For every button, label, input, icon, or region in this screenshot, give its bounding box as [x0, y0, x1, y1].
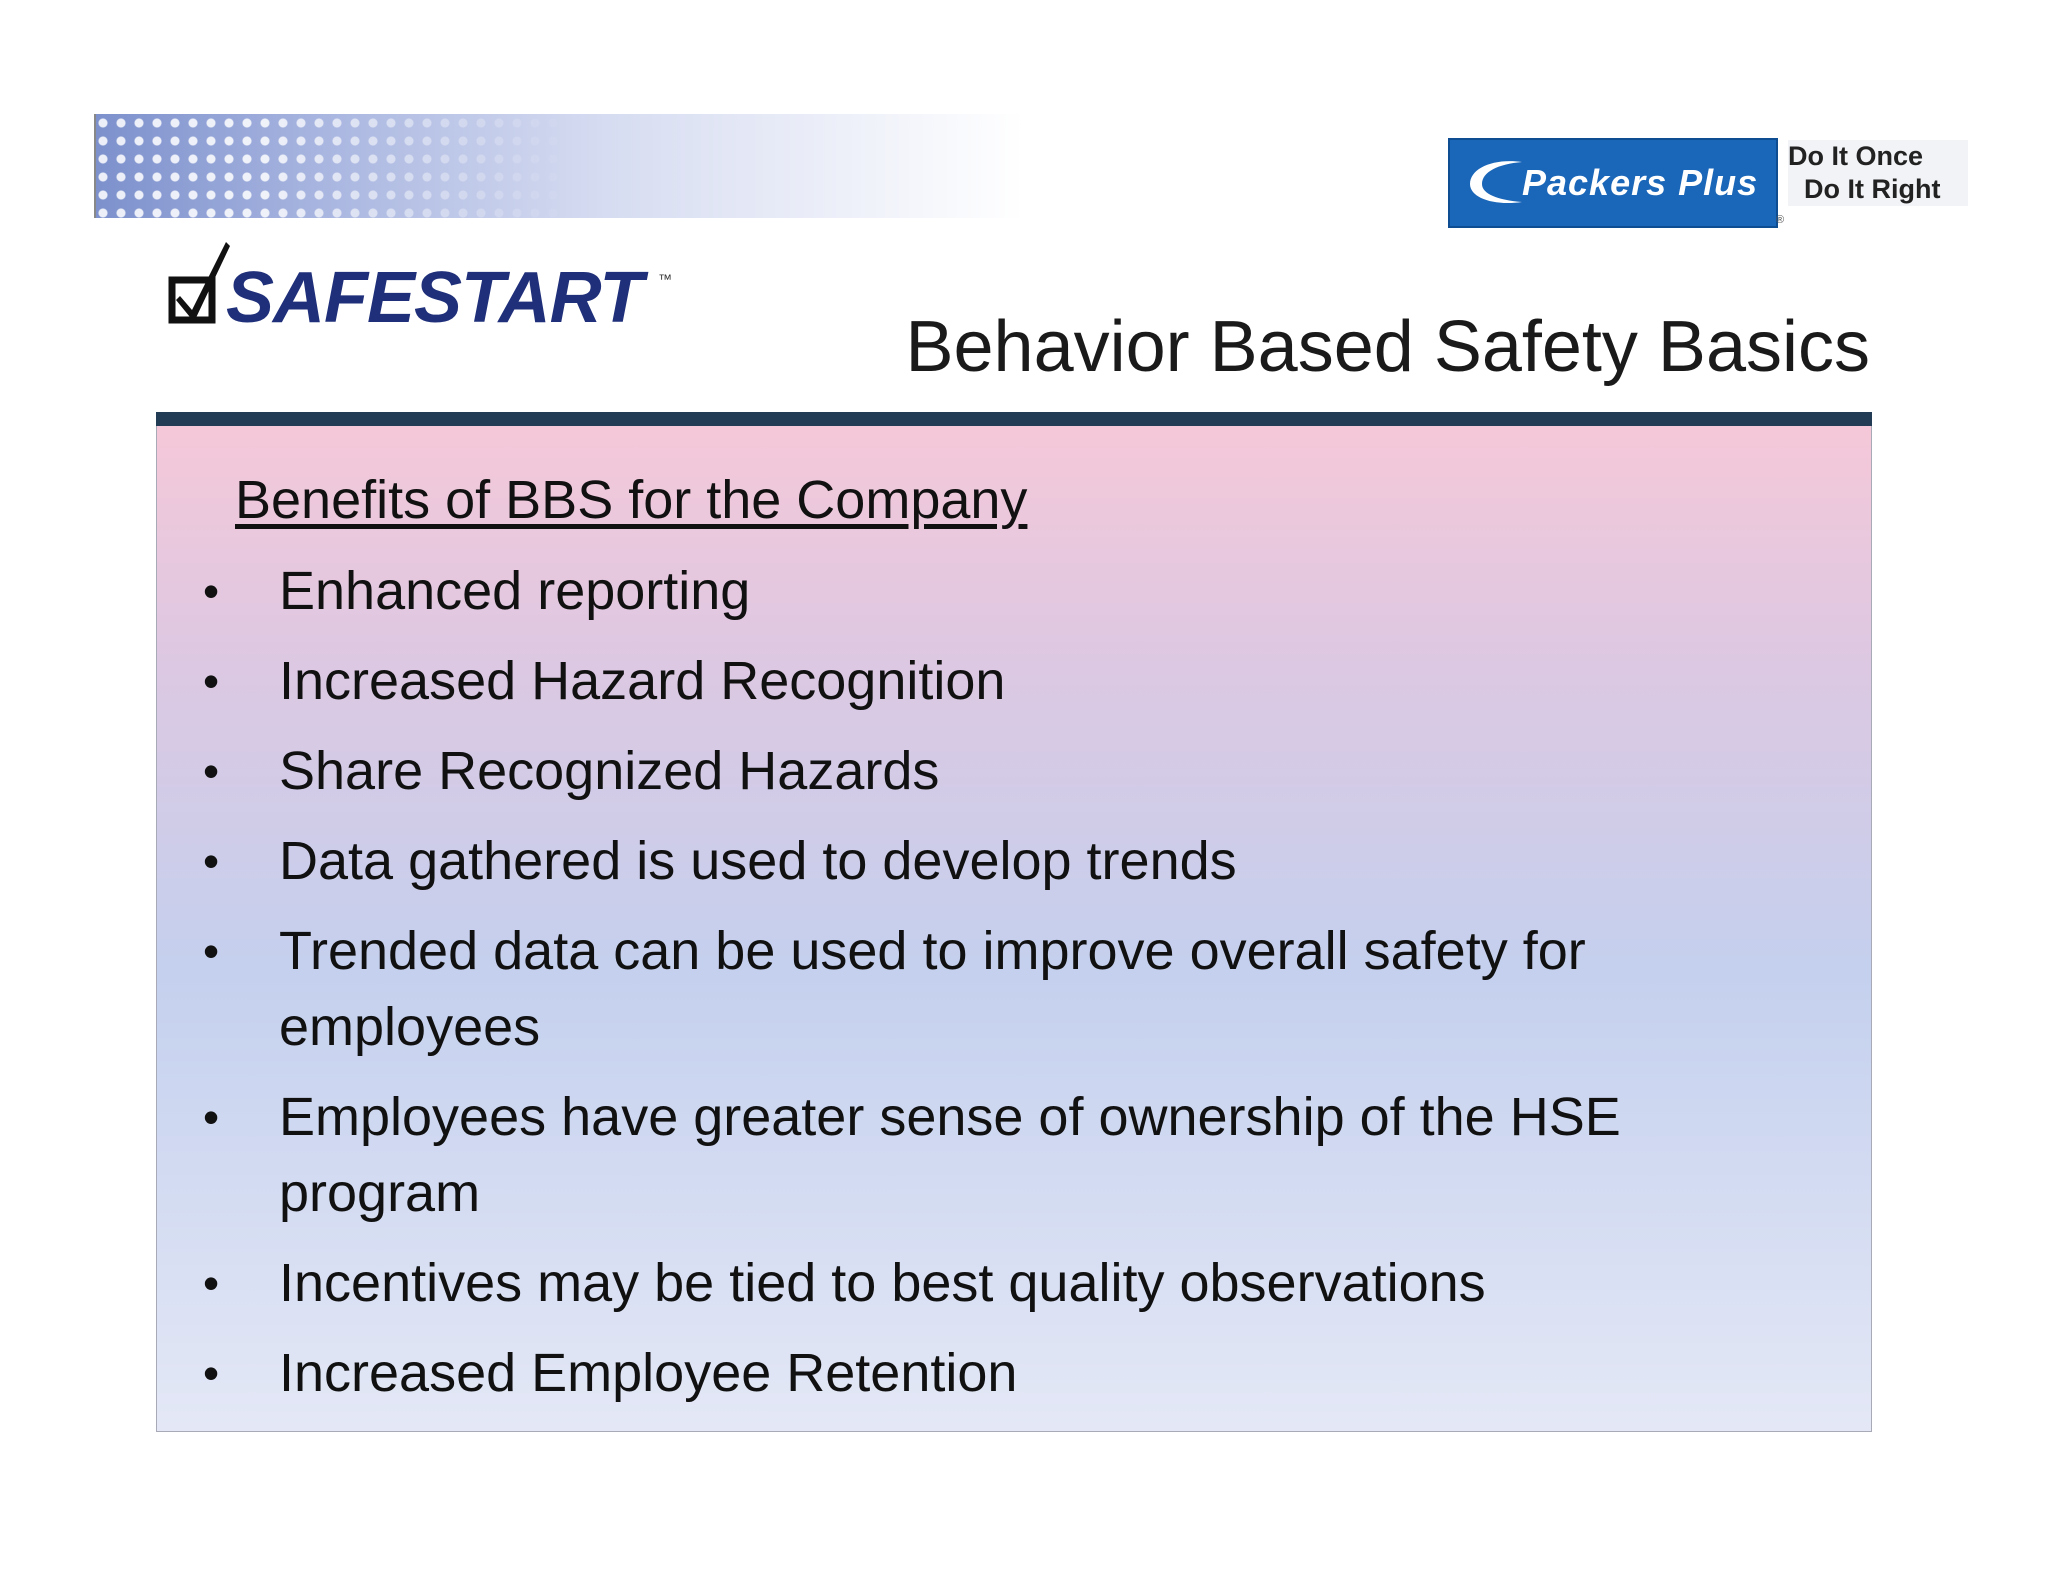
bullet-icon: •	[203, 1091, 220, 1143]
content-top-bar	[156, 412, 1872, 426]
list-item-text: Incentives may be tied to best quality observations	[279, 1253, 1486, 1313]
list-item-text: Increased Hazard Recognition	[279, 651, 1006, 711]
list-item	[203, 553, 1803, 629]
tagline-line-1: Do It Once	[1788, 141, 1924, 171]
list-item	[203, 643, 1803, 719]
list-item-text: Share Recognized Hazards	[279, 741, 940, 801]
list-item-text: Increased Employee Retention	[279, 1343, 1018, 1403]
safestart-logo	[168, 238, 688, 348]
bullet-icon: •	[203, 745, 220, 797]
list-item-text: Employees have greater sense of ownership of the HSE program	[279, 1087, 1621, 1223]
bullet-icon: •	[203, 835, 220, 887]
list-item-text: Enhanced reporting	[279, 561, 751, 621]
header-dot-pattern	[94, 114, 574, 218]
list-item-text: Trended data can be used to improve overall safety for employees	[279, 921, 1586, 1057]
section-heading: Benefits of BBS for the Company	[235, 470, 1028, 530]
bullet-icon: •	[203, 655, 220, 707]
list-item	[203, 823, 1803, 899]
registered-mark: ®	[1776, 214, 1785, 226]
safestart-trademark: ™	[658, 271, 672, 287]
list-item-text: Data gathered is used to develop trends	[279, 831, 1237, 891]
bullet-icon: •	[203, 925, 220, 977]
tagline-line-2: Do It Right	[1804, 174, 1941, 204]
header-edge-line	[94, 114, 96, 218]
content-panel	[156, 412, 1872, 1432]
list-item	[203, 1335, 1803, 1411]
bullet-icon: •	[203, 1257, 220, 1309]
list-item	[203, 733, 1803, 809]
bullet-icon: •	[203, 565, 220, 617]
packers-plus-name: Packers Plus	[1522, 162, 1759, 203]
list-item	[203, 1079, 1803, 1231]
slide-title: Behavior Based Safety Basics	[905, 307, 1870, 387]
list-item	[203, 1245, 1803, 1321]
safestart-wordmark: SAFESTART	[226, 258, 643, 338]
header-banner	[94, 114, 1024, 218]
benefits-list	[203, 553, 1803, 1425]
packers-plus-tagline	[1788, 140, 1968, 206]
bullet-icon: •	[203, 1347, 220, 1399]
list-item	[203, 913, 1803, 1065]
packers-plus-swoosh-icon	[1464, 158, 1524, 208]
packers-plus-logo	[1448, 138, 1778, 228]
